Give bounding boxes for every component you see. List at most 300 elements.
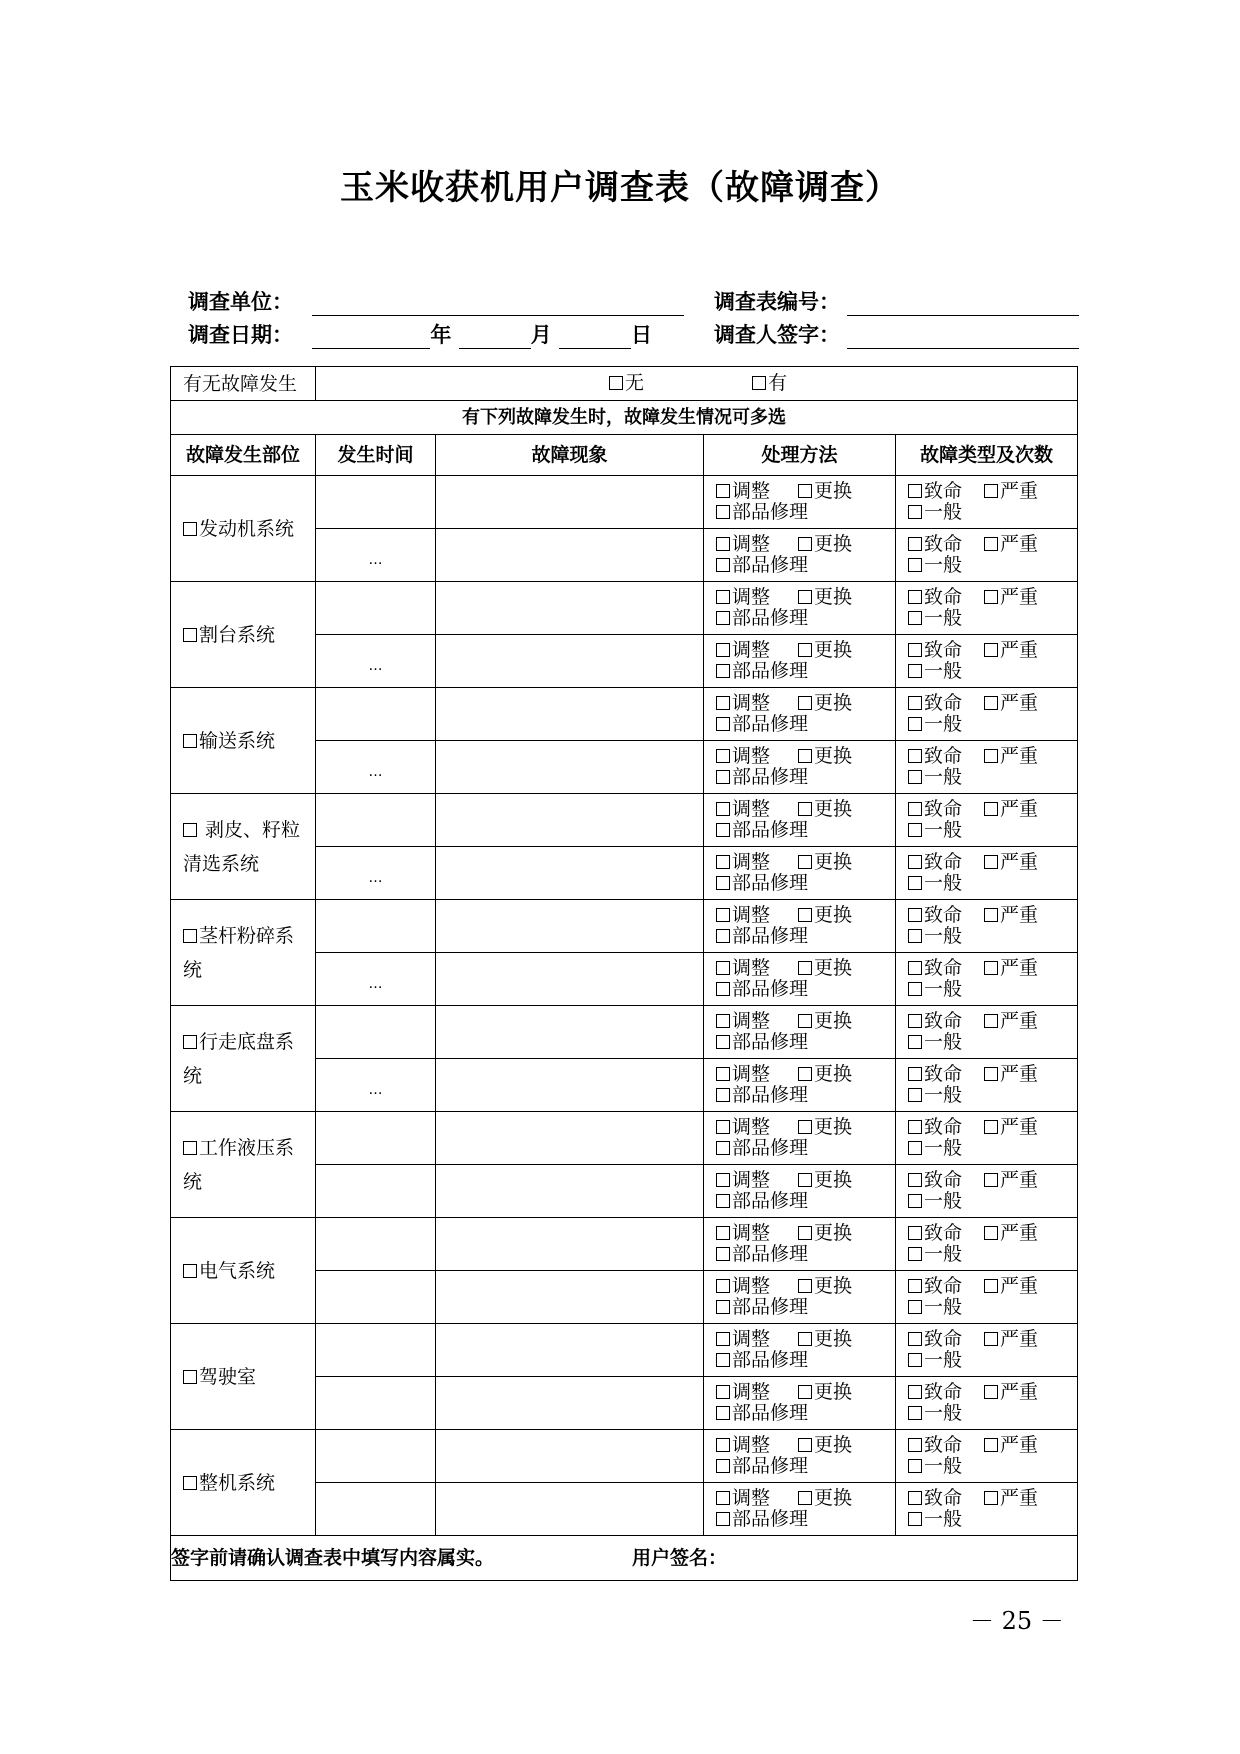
checkbox-icon[interactable] [908, 1088, 922, 1102]
fault-type-fatal: 致命 [924, 1063, 963, 1085]
checkbox-icon[interactable] [798, 484, 812, 498]
checkbox-icon[interactable] [908, 1067, 922, 1081]
checkbox-icon[interactable] [984, 749, 998, 763]
checkbox-icon[interactable] [984, 1385, 998, 1399]
fault-type-cell [896, 529, 1078, 582]
checkbox-icon[interactable] [798, 1438, 812, 1452]
fault-type-general: 一般 [924, 607, 963, 629]
occurrence-time-cell[interactable] [316, 529, 436, 582]
checkbox-icon[interactable] [908, 961, 922, 975]
handling-replace: 更换 [814, 1328, 853, 1350]
fault-phenomenon-cell[interactable] [436, 688, 704, 741]
occurrence-time-cell[interactable] [316, 688, 436, 741]
fault-type-cell [896, 1430, 1078, 1483]
occurrence-time-cell[interactable] [316, 900, 436, 953]
handling-repair: 部品修理 [732, 1190, 809, 1212]
checkbox-icon[interactable] [908, 908, 922, 922]
part-name: 驾驶室 [199, 1365, 257, 1388]
handling-repair: 部品修理 [732, 1296, 809, 1318]
checkbox-icon[interactable] [984, 484, 998, 498]
checkbox-icon[interactable] [183, 734, 197, 748]
fault-type-fatal: 致命 [924, 904, 963, 926]
part-name: 行走底盘系 [199, 1030, 295, 1053]
month-label: 月 [530, 323, 552, 347]
checkbox-icon[interactable] [984, 1438, 998, 1452]
fault-phenomenon-cell[interactable] [436, 1112, 704, 1165]
checkbox-icon[interactable] [716, 590, 730, 604]
checkbox-icon[interactable] [716, 558, 730, 572]
checkbox-icon[interactable] [716, 1332, 730, 1346]
checkbox-icon[interactable] [908, 823, 922, 837]
checkbox-icon[interactable] [798, 1385, 812, 1399]
checkbox-icon[interactable] [798, 1491, 812, 1505]
checkbox-icon[interactable] [716, 484, 730, 498]
checkbox-icon[interactable] [984, 1173, 998, 1187]
fault-type-general: 一般 [924, 713, 963, 735]
checkbox-icon[interactable] [183, 1370, 197, 1384]
checkbox-icon[interactable] [908, 1438, 922, 1452]
fault-type-serious: 严重 [1000, 533, 1039, 555]
fault-type-general: 一般 [924, 819, 963, 841]
checkbox-icon[interactable] [798, 749, 812, 763]
fault-type-serious: 严重 [1000, 480, 1039, 502]
occurrence-time-cell[interactable] [316, 476, 436, 529]
checkbox-icon[interactable] [908, 696, 922, 710]
handling-adjust: 调整 [732, 639, 771, 661]
fault-phenomenon-cell[interactable] [436, 1271, 704, 1324]
occurrence-time-cell[interactable] [316, 794, 436, 847]
fault-phenomenon-cell[interactable] [436, 1483, 704, 1536]
checkbox-icon[interactable] [908, 1014, 922, 1028]
fault-type-cell [896, 1218, 1078, 1271]
handling-repair: 部品修理 [732, 1084, 809, 1106]
checkbox-icon[interactable] [716, 537, 730, 551]
checkbox-icon[interactable] [716, 982, 730, 996]
checkbox-icon[interactable] [716, 802, 730, 816]
checkbox-icon[interactable] [984, 1067, 998, 1081]
fault-type-fatal: 致命 [924, 1222, 963, 1244]
occurrence-time-cell[interactable] [316, 1218, 436, 1271]
checkbox-icon[interactable] [716, 876, 730, 890]
checkbox-icon[interactable] [908, 876, 922, 890]
checkbox-icon[interactable] [752, 376, 766, 390]
handling-replace: 更换 [814, 904, 853, 926]
checkbox-icon[interactable] [908, 929, 922, 943]
checkbox-icon[interactable] [716, 643, 730, 657]
checkbox-icon[interactable] [908, 611, 922, 625]
checkbox-icon[interactable] [798, 1120, 812, 1134]
occurrence-time-cell[interactable] [316, 1324, 436, 1377]
fault-type-serious: 严重 [1000, 1010, 1039, 1032]
month-field[interactable] [459, 328, 531, 349]
fault-part-row [171, 1430, 1078, 1483]
fault-type-fatal: 致命 [924, 957, 963, 979]
fault-part-cell[interactable] [171, 582, 316, 688]
checkbox-icon[interactable] [984, 1332, 998, 1346]
fault-phenomenon-cell[interactable] [436, 1324, 704, 1377]
fault-part-cell[interactable] [171, 794, 316, 900]
checkbox-icon[interactable] [984, 1120, 998, 1134]
checkbox-icon[interactable] [984, 1279, 998, 1293]
fault-type-fatal: 致命 [924, 1381, 963, 1403]
checkbox-icon[interactable] [984, 696, 998, 710]
checkbox-icon[interactable] [716, 1353, 730, 1367]
handling-repair: 部品修理 [732, 872, 809, 894]
checkbox-icon[interactable] [183, 1141, 197, 1155]
occurrence-time-cell[interactable] [316, 1059, 436, 1112]
fault-type-serious: 严重 [1000, 798, 1039, 820]
checkbox-icon[interactable] [908, 643, 922, 657]
checkbox-icon[interactable] [716, 770, 730, 784]
handling-adjust: 调整 [732, 957, 771, 979]
handling-adjust: 调整 [732, 1434, 771, 1456]
fault-type-cell [896, 1483, 1078, 1536]
handling-adjust: 调整 [732, 1116, 771, 1138]
occurrence-time-cell[interactable] [316, 1271, 436, 1324]
checkbox-icon[interactable] [716, 1512, 730, 1526]
fault-part-row [171, 476, 1078, 529]
checkbox-icon[interactable] [984, 855, 998, 869]
checkbox-icon[interactable] [716, 1035, 730, 1049]
handling-repair: 部品修理 [732, 554, 809, 576]
checkbox-icon[interactable] [984, 961, 998, 975]
fault-type-cell [896, 688, 1078, 741]
handling-adjust: 调整 [732, 1169, 771, 1191]
fault-type-general: 一般 [924, 501, 963, 523]
checkbox-icon[interactable] [183, 823, 197, 837]
checkbox-icon[interactable] [908, 855, 922, 869]
fault-type-general: 一般 [924, 925, 963, 947]
checkbox-icon[interactable] [798, 961, 812, 975]
fault-type-general: 一般 [924, 1455, 963, 1477]
checkbox-icon[interactable] [716, 908, 730, 922]
ellipsis: … [368, 763, 383, 780]
handling-method-cell [704, 900, 896, 953]
checkbox-icon[interactable] [798, 590, 812, 604]
fault-part-row [171, 794, 1078, 847]
fault-type-serious: 严重 [1000, 1275, 1039, 1297]
handling-method-cell [704, 1483, 896, 1536]
checkbox-icon[interactable] [908, 1120, 922, 1134]
fault-type-general: 一般 [924, 872, 963, 894]
handling-method-cell [704, 1165, 896, 1218]
checkbox-icon[interactable] [716, 855, 730, 869]
fault-phenomenon-cell[interactable] [436, 1218, 704, 1271]
checkbox-icon[interactable] [798, 1173, 812, 1187]
checkbox-icon[interactable] [908, 1194, 922, 1208]
fault-phenomenon-cell[interactable] [436, 635, 704, 688]
checkbox-icon[interactable] [798, 696, 812, 710]
column-header: 故障现象 [436, 435, 704, 476]
surveyor-signature-field[interactable] [847, 328, 1079, 349]
checkbox-icon[interactable] [908, 1141, 922, 1155]
fault-phenomenon-cell[interactable] [436, 847, 704, 900]
checkbox-icon[interactable] [183, 522, 197, 536]
handling-replace: 更换 [814, 639, 853, 661]
checkbox-icon[interactable] [716, 929, 730, 943]
part-name: 电气系统 [199, 1259, 276, 1282]
fault-type-fatal: 致命 [924, 639, 963, 661]
checkbox-icon[interactable] [908, 802, 922, 816]
checkbox-icon[interactable] [183, 929, 197, 943]
checkbox-icon[interactable] [908, 1406, 922, 1420]
checkbox-icon[interactable] [984, 1014, 998, 1028]
part-name-cont: 统 [183, 1170, 203, 1193]
handling-method-cell [704, 847, 896, 900]
occurrence-time-cell[interactable] [316, 1112, 436, 1165]
survey-unit-row [188, 286, 684, 316]
occurrence-time-cell[interactable] [316, 1377, 436, 1430]
occurrence-time-cell[interactable] [316, 1483, 436, 1536]
part-name: 整机系统 [199, 1471, 276, 1494]
fault-type-fatal: 致命 [924, 1169, 963, 1191]
fault-part-cell[interactable] [171, 900, 316, 1006]
checkbox-icon[interactable] [716, 961, 730, 975]
checkbox-icon[interactable] [908, 590, 922, 604]
handling-adjust: 调整 [732, 1010, 771, 1032]
form-number-field[interactable] [847, 295, 1079, 316]
checkbox-icon[interactable] [984, 643, 998, 657]
checkbox-icon[interactable] [798, 1014, 812, 1028]
checkbox-icon[interactable] [716, 1120, 730, 1134]
checkbox-icon[interactable] [908, 982, 922, 996]
occurrence-time-cell[interactable] [316, 1006, 436, 1059]
checkbox-icon[interactable] [908, 1459, 922, 1473]
handling-repair: 部品修理 [732, 1349, 809, 1371]
checkbox-icon[interactable] [908, 1035, 922, 1049]
fault-type-serious: 严重 [1000, 1434, 1039, 1456]
fault-part-cell[interactable] [171, 1112, 316, 1218]
checkbox-icon[interactable] [716, 749, 730, 763]
fault-type-general: 一般 [924, 1349, 963, 1371]
checkbox-icon[interactable] [716, 1141, 730, 1155]
handling-method-cell [704, 1430, 896, 1483]
checkbox-icon[interactable] [716, 717, 730, 731]
fault-type-serious: 严重 [1000, 904, 1039, 926]
checkbox-icon[interactable] [908, 717, 922, 731]
column-header-row [171, 435, 1078, 476]
handling-repair: 部品修理 [732, 660, 809, 682]
checkbox-icon[interactable] [716, 1088, 730, 1102]
fault-phenomenon-cell[interactable] [436, 476, 704, 529]
checkbox-icon[interactable] [908, 505, 922, 519]
handling-method-cell [704, 1218, 896, 1271]
handling-method-cell [704, 1377, 896, 1430]
checkbox-icon[interactable] [716, 1459, 730, 1473]
fault-part-cell[interactable] [171, 1218, 316, 1324]
fault-type-cell [896, 741, 1078, 794]
checkbox-icon[interactable] [908, 537, 922, 551]
column-header: 处理方法 [704, 435, 896, 476]
fault-type-cell [896, 953, 1078, 1006]
fault-type-general: 一般 [924, 1190, 963, 1212]
checkbox-icon[interactable] [716, 1406, 730, 1420]
checkbox-icon[interactable] [716, 505, 730, 519]
handling-method-cell [704, 582, 896, 635]
handling-repair: 部品修理 [732, 1243, 809, 1265]
fault-type-serious: 严重 [1000, 1116, 1039, 1138]
fault-type-general: 一般 [924, 1137, 963, 1159]
checkbox-icon[interactable] [183, 1264, 197, 1278]
checkbox-icon[interactable] [798, 908, 812, 922]
handling-replace: 更换 [814, 1169, 853, 1191]
checkbox-icon[interactable] [908, 1512, 922, 1526]
checkbox-icon[interactable] [984, 537, 998, 551]
checkbox-icon[interactable] [798, 855, 812, 869]
fault-phenomenon-cell[interactable] [436, 1377, 704, 1430]
fault-occurred-label: 有无故障发生 [171, 367, 316, 401]
part-name-cont: 统 [183, 1064, 203, 1087]
checkbox-icon[interactable] [908, 484, 922, 498]
fault-type-serious: 严重 [1000, 1169, 1039, 1191]
fault-part-row [171, 582, 1078, 635]
occurrence-time-cell[interactable] [316, 582, 436, 635]
occurrence-time-cell[interactable] [316, 953, 436, 1006]
fault-type-general: 一般 [924, 660, 963, 682]
fault-part-cell[interactable] [171, 1430, 316, 1536]
occurrence-time-cell[interactable] [316, 635, 436, 688]
fault-part-row [171, 1218, 1078, 1271]
handling-method-cell [704, 953, 896, 1006]
checkbox-icon[interactable] [716, 1300, 730, 1314]
handling-method-cell [704, 1112, 896, 1165]
occurrence-time-cell[interactable] [316, 1430, 436, 1483]
handling-replace: 更换 [814, 533, 853, 555]
fault-part-row [171, 1112, 1078, 1165]
handling-adjust: 调整 [732, 1275, 771, 1297]
year-field[interactable] [312, 328, 430, 349]
fault-phenomenon-cell[interactable] [436, 900, 704, 953]
handling-method-cell [704, 1059, 896, 1112]
checkbox-icon[interactable] [984, 908, 998, 922]
column-header: 故障发生部位 [171, 435, 316, 476]
handling-replace: 更换 [814, 586, 853, 608]
checkbox-icon[interactable] [716, 1173, 730, 1187]
year-label: 年 [430, 323, 452, 347]
fault-phenomenon-cell[interactable] [436, 1059, 704, 1112]
checkbox-icon[interactable] [908, 664, 922, 678]
fault-phenomenon-cell[interactable] [436, 741, 704, 794]
handling-repair: 部品修理 [732, 1455, 809, 1477]
checkbox-icon[interactable] [798, 802, 812, 816]
checkbox-icon[interactable] [798, 1279, 812, 1293]
handling-adjust: 调整 [732, 1222, 771, 1244]
handling-adjust: 调整 [732, 480, 771, 502]
fault-phenomenon-cell[interactable] [436, 1430, 704, 1483]
fault-phenomenon-cell[interactable] [436, 529, 704, 582]
handling-replace: 更换 [814, 745, 853, 767]
checkbox-icon[interactable] [716, 1247, 730, 1261]
fault-type-serious: 严重 [1000, 1222, 1039, 1244]
handling-adjust: 调整 [732, 692, 771, 714]
fault-part-cell[interactable] [171, 688, 316, 794]
checkbox-icon[interactable] [183, 1476, 197, 1490]
checkbox-icon[interactable] [716, 1014, 730, 1028]
handling-repair: 部品修理 [732, 713, 809, 735]
handling-adjust: 调整 [732, 745, 771, 767]
fault-type-fatal: 致命 [924, 1010, 963, 1032]
multi-select-note: 有下列故障发生时，故障发生情况可多选 [171, 401, 1078, 435]
checkbox-icon[interactable] [798, 1067, 812, 1081]
checkbox-icon[interactable] [984, 802, 998, 816]
checkbox-icon[interactable] [908, 1173, 922, 1187]
checkbox-icon[interactable] [984, 590, 998, 604]
checkbox-icon[interactable] [716, 1226, 730, 1240]
checkbox-icon[interactable] [716, 1067, 730, 1081]
checkbox-icon[interactable] [716, 1279, 730, 1293]
checkbox-icon[interactable] [908, 1247, 922, 1261]
checkbox-icon[interactable] [609, 376, 623, 390]
checkbox-icon[interactable] [716, 696, 730, 710]
checkbox-icon[interactable] [716, 1194, 730, 1208]
checkbox-icon[interactable] [908, 1353, 922, 1367]
checkbox-icon[interactable] [908, 1226, 922, 1240]
fault-type-fatal: 致命 [924, 1275, 963, 1297]
checkbox-icon[interactable] [908, 749, 922, 763]
fault-phenomenon-cell[interactable] [436, 582, 704, 635]
fault-type-cell [896, 476, 1078, 529]
checkbox-icon[interactable] [798, 1226, 812, 1240]
checkbox-icon[interactable] [908, 1300, 922, 1314]
checkbox-icon[interactable] [908, 1385, 922, 1399]
checkbox-icon[interactable] [716, 1438, 730, 1452]
checkbox-icon[interactable] [908, 558, 922, 572]
fault-type-fatal: 致命 [924, 480, 963, 502]
fault-type-general: 一般 [924, 1402, 963, 1424]
handling-repair: 部品修理 [732, 1031, 809, 1053]
checkbox-icon[interactable] [908, 1332, 922, 1346]
checkbox-icon[interactable] [908, 1279, 922, 1293]
fault-type-fatal: 致命 [924, 1116, 963, 1138]
checkbox-icon[interactable] [716, 1385, 730, 1399]
checkbox-icon[interactable] [183, 1035, 197, 1049]
day-field[interactable] [559, 328, 631, 349]
fault-part-cell[interactable] [171, 1324, 316, 1430]
fault-phenomenon-cell[interactable] [436, 1006, 704, 1059]
handling-repair: 部品修理 [732, 501, 809, 523]
checkbox-icon[interactable] [908, 1491, 922, 1505]
survey-unit-field[interactable] [312, 295, 684, 316]
option-yes[interactable] [752, 373, 787, 394]
checkbox-icon[interactable] [716, 664, 730, 678]
fault-occurred-options [316, 367, 1078, 401]
ellipsis: … [368, 1081, 383, 1098]
signature-cell[interactable] [171, 1536, 1078, 1581]
checkbox-icon[interactable] [716, 611, 730, 625]
fault-part-cell[interactable] [171, 1006, 316, 1112]
checkbox-icon[interactable] [183, 628, 197, 642]
checkbox-icon[interactable] [908, 770, 922, 784]
checkbox-icon[interactable] [716, 823, 730, 837]
handling-replace: 更换 [814, 692, 853, 714]
checkbox-icon[interactable] [798, 643, 812, 657]
occurrence-time-cell[interactable] [316, 741, 436, 794]
checkbox-icon[interactable] [984, 1491, 998, 1505]
fault-phenomenon-cell[interactable] [436, 1165, 704, 1218]
occurrence-time-cell[interactable] [316, 1165, 436, 1218]
checkbox-icon[interactable] [716, 1491, 730, 1505]
fault-part-cell[interactable] [171, 476, 316, 582]
occurrence-time-cell[interactable] [316, 847, 436, 900]
fault-part-row [171, 688, 1078, 741]
handling-replace: 更换 [814, 1010, 853, 1032]
option-no[interactable] [609, 373, 644, 394]
checkbox-icon[interactable] [798, 1332, 812, 1346]
fault-phenomenon-cell[interactable] [436, 953, 704, 1006]
fault-phenomenon-cell[interactable] [436, 794, 704, 847]
checkbox-icon[interactable] [798, 537, 812, 551]
checkbox-icon[interactable] [984, 1226, 998, 1240]
